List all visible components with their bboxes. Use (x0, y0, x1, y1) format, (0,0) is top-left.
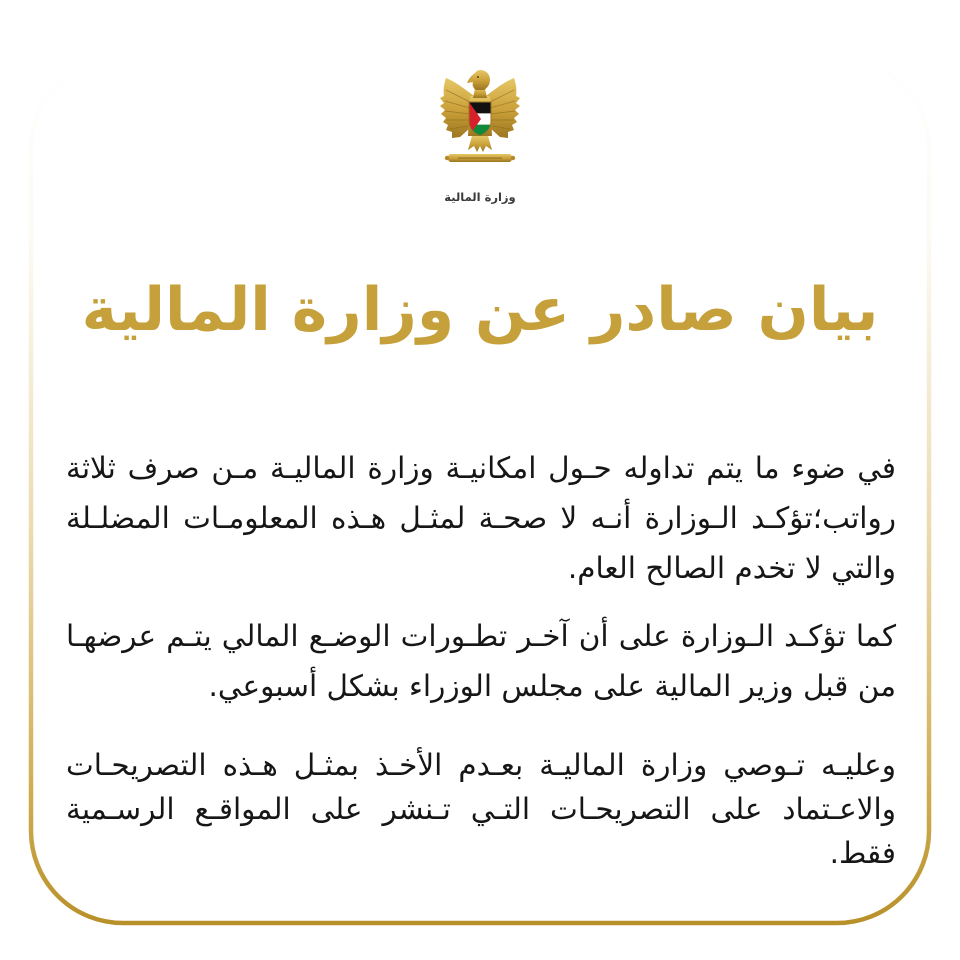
statement-line: وعليـه تـوصي وزارة الماليـة بعـدم الأخـذ بمثـل هـذه التصريحـات (66, 748, 896, 782)
eagle-tail (468, 136, 492, 152)
statement-line: كما تؤكـد الـوزارة على أن آخـر تطـورات الوضـع المالي يتـم عرضهـا (66, 619, 896, 653)
statement-line: فقط. (829, 836, 896, 870)
statement-paragraph-1 (66, 443, 896, 593)
emblem-scroll (445, 154, 515, 162)
statement-line: من قبل وزير المالية على مجلس الوزراء بشكل أسبوعي. (208, 669, 896, 703)
eagle-head (467, 70, 490, 90)
statement-title: بيان صادر عن وزارة المالية (81, 275, 879, 345)
statement-line: رواتب؛تؤكـد الـوزارة أنـه لا صحـة لمثـل هـذه المعلومـات المضلـلة (66, 501, 896, 535)
statement-paragraph-2 (66, 611, 896, 711)
statement-body (66, 443, 896, 875)
ministry-name-caption: وزارة المالية (444, 190, 516, 204)
statement-paragraph-3 (66, 743, 896, 875)
statement-line: في ضوء ما يتم تداوله حـول امكانيـة وزارة الماليـة مـن صرف ثلاثة (66, 451, 896, 485)
palestinian-eagle-emblem-icon (436, 66, 524, 178)
statement-line: والاعـتماد على التصريحـات التـي تـنشر على المواقـع الرسـمية (66, 792, 896, 826)
statement-line: والتي لا تخدم الصالح العام. (567, 551, 896, 585)
